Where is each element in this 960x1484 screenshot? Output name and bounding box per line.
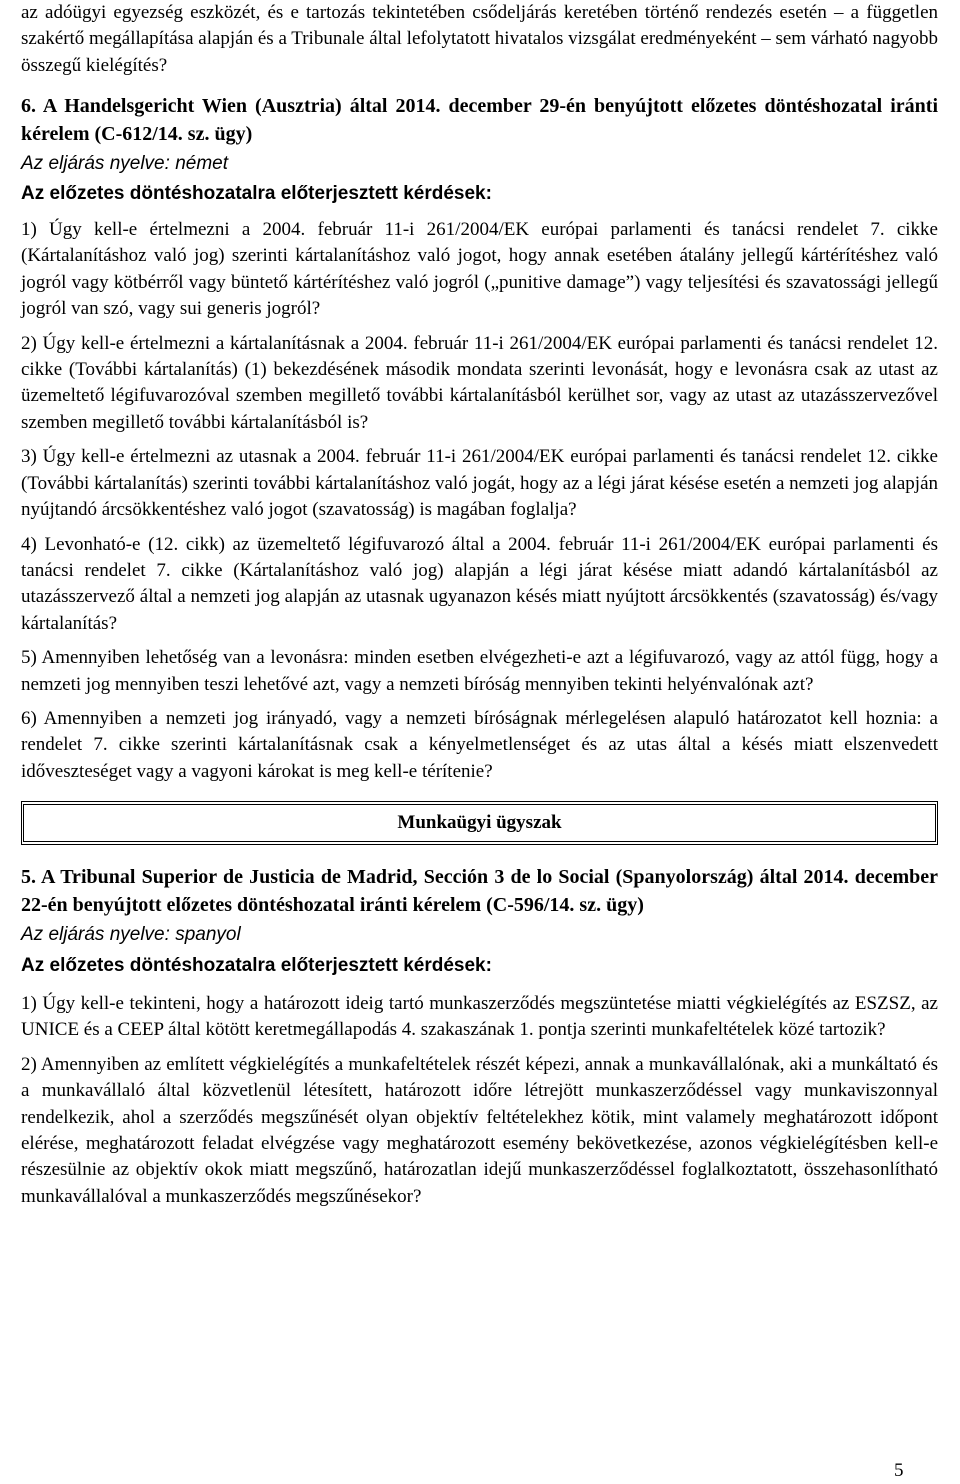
case6-questions-heading: Az előzetes döntéshozatalra előterjesztett kérdések: — [21, 182, 492, 204]
case5-language-value: spanyol — [175, 924, 241, 946]
case6-language-value: német — [175, 153, 228, 175]
case6-question-1: 1) Úgy kell-e értelmezni a 2004. február 11-i 261/2004/EK európai parlamenti és tanácsi rendelet 7. cikke (Kártalanításhoz való jog) szerinti kártalanításhoz való jogot, hogy annak esetében átalány jellegű kártérítéshez való jogról vagy kötbérről vagy büntető kártérítéshez való jogról („punitive damage”) vagy teljesítési és szavatossági jellegű jogról van szó, vagy sui generis jogról? — [21, 219, 938, 320]
case5-questions-heading: Az előzetes döntéshozatalra előterjesztett kérdések: — [21, 954, 492, 976]
case5-language — [21, 922, 938, 948]
case5-title: 5. A Tribunal Superior de Justicia de Madrid, Sección 3 de lo Social (Spanyolország) által 2014. december 22-én benyújtott előzetes döntéshozatal iránti kérelem (C-596/14. sz. ügy) — [21, 866, 938, 917]
case5-question-1: 1) Úgy kell-e tekinteni, hogy a határozott ideig tartó munkaszerződés megszüntetése miatti végkielégítés az ESZSZ, az UNICE és a CEEP által kötött keretmegállapodás 4. szakaszának 1. pontja szerinti munkafeltételek közé tartozik? — [21, 992, 938, 1041]
section-title: Munkaügyi ügyszak — [397, 811, 562, 833]
case6-question-5: 5) Amennyiben lehetőség van a levonásra: minden esetben elvégezheti-e azt a légifuvarozó, vagy az attól függ, hogy a nemzeti jog mennyiben teszi lehetővé azt, vagy a nemzeti bíróság mennyiben tekinti helyénvalónak azt? — [21, 647, 938, 695]
case6-question-6: 6) Amennyiben a nemzeti jog irányadó, vagy a nemzeti bíróságnak mérlegelésen alapuló határozatot kell hoznia: a rendelet 7. cikke szerinti kártalanításnak csak a kényelmetlenséget és az utas által a késés miatt elszenvedett időveszteséget vagy a vagyoni károkat is meg kell-e térítenie? — [21, 707, 938, 782]
case6-title: 6. A Handelsgericht Wien (Ausztria) által 2014. december 29-én benyújtott előzetes döntéshozatal iránti kérelem (C-612/14. sz. ügy) — [21, 95, 938, 146]
section-title-box — [21, 801, 938, 845]
case6-language-label: Az eljárás nyelve: — [21, 153, 176, 175]
intro-paragraph: az adóügyi egyezség eszközét, és e tartozás tekintetében csődeljárás keretében történő rendezés esetén – a független szakértő megállapítása alapján és a Tribunale által lefolytatott hivatalos vizsgálat eredményeként – sem várható nagyobb összegű kielégítés? — [21, 2, 938, 76]
document-page — [21, 0, 938, 1210]
case5-question-2: 2) Amennyiben az említett végkielégítés a munkafeltételek részét képezi, annak a munkavállalónak, aki a munkáltató és a munkavállaló által közvetlenül létesített, határozott időre létrejött munkaszerződéssel vagy munkaviszonnyal rendelkezik, ahol a szerződés megszűnését olyan objektív feltételekhez kötik, mint valamely meghatározott időpont elérése, meghatározott feladat elvégzése vagy meghatározott esemény bekövetkezése, azonos végkielégítésben kell-e részesülnie az objektív okok miatt megszűnő, határozatlan idejű munkaszerződéssel foglalkoztatott, összehasonlítható munkavállalóval a munkaszerződés megszűnésekor? — [21, 1053, 938, 1207]
page-number: 5 — [894, 1460, 904, 1481]
case6-question-4: 4) Levonható-e (12. cikk) az üzemeltető légifuvarozó által a 2004. február 11-i 261/2004/EK európai parlamenti és tanácsi rendelet 7. cikke (Kártalanításhoz való jog) alapján a légi járat késése miatt adandó kártalanításból az utazásszervező által a nemzeti jog alapján az utasnak ugyanazon késés miatt nyújtott árcsökkentés (szavatosság) és/vagy kártalanítás? — [21, 533, 938, 634]
case6-language — [21, 151, 938, 177]
case6-question-3: 3) Úgy kell-e értelmezni az utasnak a 2004. február 11-i 261/2004/EK európai parlamenti és tanácsi rendelet 12. cikke (További kártalanítás) szerinti további kártalanításhoz való jogát, hogy az a légi járat késése esetén a nemzeti jog alapján nyújtandó árcsökkentéshez való jogot (szavatosság) is magában foglalja? — [21, 446, 938, 521]
case6-question-2: 2) Úgy kell-e értelmezni a kártalanításnak a 2004. február 11-i 261/2004/EK európai parlamenti és tanácsi rendelet 12. cikke (További kártalanítás) (1) bekezdésének második mondata szerinti levonását, hogy e levonásra csak az utast az üzemeltető légifuvarozóval szemben megillető további kártalanításból kerülhet sor, vagy az utast az utazásszervezővel szemben megillető további kártalanításból is? — [21, 332, 938, 433]
case5-language-label: Az eljárás nyelve: — [21, 924, 176, 946]
